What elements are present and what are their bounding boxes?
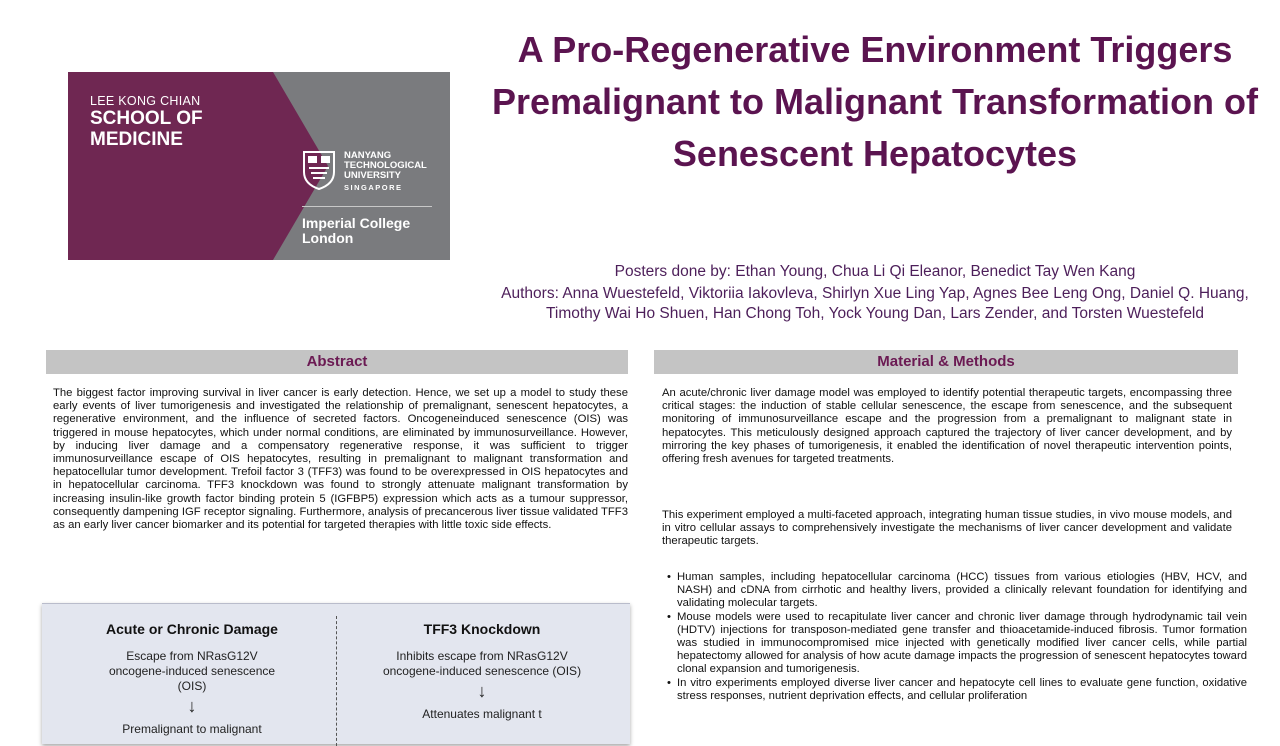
diagram-damage-title: Acute or Chronic Damage <box>106 621 278 637</box>
logo-imperial-college: Imperial College London <box>302 215 411 246</box>
logo-school-line2: SCHOOL OF MEDICINE <box>90 108 203 150</box>
methods-bullet-invitro: • In vitro experiments employed diverse liver cancer and hepatocyte cell lines to evaluate gene function, oxidative stress responses, nutrient deprivation effects, and cellular proliferation <box>677 677 1247 703</box>
logo-school-line1: LEE KONG CHIAN <box>90 94 201 108</box>
ntu-crest-icon <box>302 150 336 190</box>
diagram-damage-step2: Premalignant to malignant <box>122 722 262 736</box>
methods-paragraph-2: This experiment employed a multi-faceted approach, integrating human tissue studies, in vivo mouse models, and in vitro cellular assays to comprehensively investigate the mechanisms of liver cancer development and validate therapeutic targets. <box>662 509 1232 548</box>
poster-title: A Pro-Regenerative Environment Triggers Premalignant to Malignant Transformation of Senescent Hepatocytes <box>491 29 1259 174</box>
arrow-down-icon: ↓ <box>477 681 487 701</box>
arrow-down-icon: ↓ <box>187 696 197 716</box>
methods-bullet-list <box>662 571 1247 703</box>
diagram-knockdown-step1: Inhibits escape from NRasG12V oncogene-induced senescence (OIS) <box>382 649 582 678</box>
diagram-knockdown-step2: Attenuates malignant t <box>422 707 542 721</box>
authors: Authors: Anna Wuestefeld, Viktoriia Iakovleva, Shirlyn Xue Ling Yap, Agnes Bee Leng Ong, Daniel Q. Huang, Timothy Wai Ho Shuen, Han Chong Toh, Yock Young Dan, Lars Zender, and Torsten Wuestefeld <box>501 285 1249 322</box>
methods-bullet-mouse: • Mouse models were used to recapitulate liver cancer and chronic liver damage through hydrodynamic tail vein (HDTV) injections for transposon-mediated gene transfer and thioacetamide-induced fibrosis. Tumor formation was studied in immunocompromised mice injected with genetically modified liver cancer cells, while partial hepatectomy allowed for analysis of how acute damage impacts the progression of senescent hepatocytes toward clonal expansion and tumorigenesis. <box>677 611 1247 677</box>
institution-logo <box>68 72 450 260</box>
diagram-knockdown-title: TFF3 Knockdown <box>423 621 541 637</box>
abstract-heading: Abstract <box>46 350 628 374</box>
mechanism-diagram <box>42 603 630 744</box>
diagram-column-knockdown <box>337 604 627 721</box>
posters-by: Posters done by: Ethan Young, Chua Li Qi Eleanor, Benedict Tay Wen Kang <box>614 263 1136 280</box>
logo-ntu-country: SINGAPORE <box>344 183 403 192</box>
diagram-damage-step1: Escape from NRasG12V oncogene-induced senescence (OIS) <box>108 649 276 693</box>
methods-paragraph-1: An acute/chronic liver damage model was employed to identify potential therapeutic targets, encompassing three critical stages: the induction of stable cellular senescence, the escape from senescence, and the subsequent monitoring of immunosurveillance escape and the progression from a premalignant to malignant state in hepatocytes. This meticulously designed approach captured the trajectory of liver cancer development, and by mirroring the key phases of tumorigenesis, it enabled the identification of novel therapeutic intervention points, offering fresh avenues for targeted treatments. <box>662 387 1232 466</box>
logo-divider <box>302 206 432 207</box>
methods-bullet-human: • Human samples, including hepatocellular carcinoma (HCC) tissues from various etiologies (HBV, HCV, and NASH) and cDNA from cirrhotic and healthy livers, provided a clinically relevant foundation for identifying and validating molecular targets. <box>677 571 1247 611</box>
methods-heading: Material & Methods <box>654 350 1238 374</box>
diagram-column-damage <box>47 604 337 736</box>
abstract-text: The biggest factor improving survival in liver cancer is early detection. Hence, we set up a model to study these early events of liver tumorigenesis and investigated the relationship of premalignant, senescent hepatocytes, a regenerative environment, and the influence of secreted factors. Oncogeneinduced senescence (OIS) was triggered in mouse hepatocytes, which under normal conditions, are eliminated by immunosurveillance. However, by inducing liver damage and a compensatory regenerative response, it was sufficient to trigger immunosurveillance escape of OIS hepatocytes, resulting in premalignant to malignant transformation and hepatocellular tumor development. Trefoil factor 3 (TFF3) was found to be overexpressed in OIS hepatocytes and in hepatocellular carcinoma. TFF3 knockdown was found to strongly attenuate malignant transformation by increasing insulin-like growth factor binding protein 5 (IGFBP5) expression which acts as a tumour suppressor, consequently dampening IGF receptor signaling. Furthermore, analysis of precancerous liver tissue validated TFF3 as an early liver cancer biomarker and its potential for targeted therapies with little toxic side effects. <box>53 387 628 532</box>
logo-ntu-name: NANYANG TECHNOLOGICAL UNIVERSITY <box>344 150 427 181</box>
